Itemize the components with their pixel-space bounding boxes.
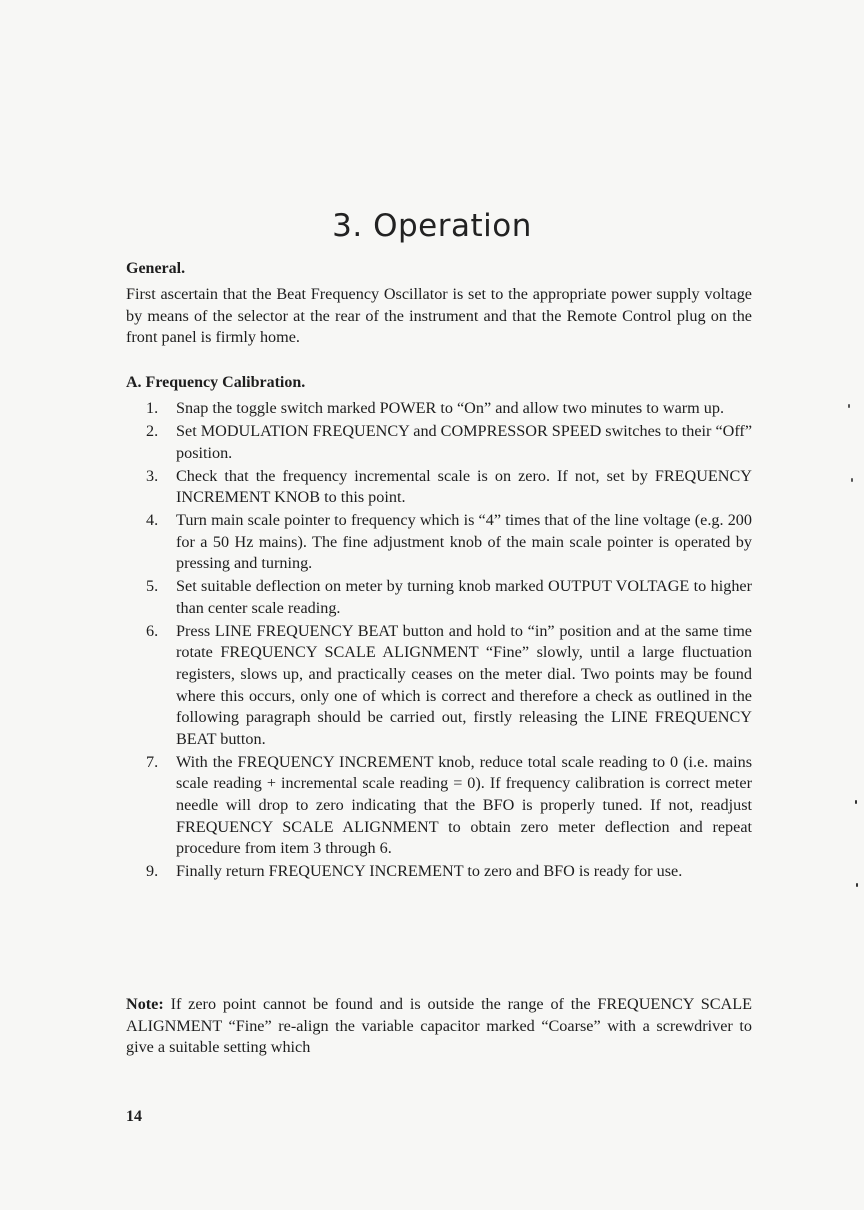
frequency-calibration-heading: A. Frequency Calibration. (126, 374, 306, 391)
calibration-step (146, 421, 752, 464)
step-number: 5. (146, 577, 159, 596)
step-number: 6. (146, 621, 159, 640)
general-paragraph: First ascertain that the Beat Frequency Oscillator is set to the appropriate power supply voltage by means of the selector at the rear of the instrument and that the Remote Control plug on the front panel is firmly home. (126, 285, 752, 347)
calibration-step (146, 752, 752, 860)
step-text: Set suitable deflection on meter by turning knob marked OUTPUT VOLTAGE to higher than center scale reading. (176, 577, 752, 617)
note-paragraph (126, 994, 752, 1059)
step-number: 4. (146, 511, 159, 530)
scan-speck (856, 883, 858, 887)
page-number: 14 (126, 1108, 142, 1125)
step-text: Press LINE FREQUENCY BEAT button and hold to “in” position and at the same time rotate FREQUENCY SCALE ALIGNMENT “Fine” slowly, until a large fluctuation registers, slows up, and practically ceases on the meter dial. Two points may be found where this occurs, only one of which is correct and therefore a check as outlined in the following paragraph should be carried out, firstly releasing the LINE FREQUENCY BEAT button. (176, 621, 752, 748)
chapter-title: 3. Operation (332, 208, 532, 244)
scan-speck (851, 478, 853, 482)
step-text: Turn main scale pointer to frequency which is “4” times that of the line voltage (e.g. 200 for a 50 Hz mains). The fine adjustment knob of the main scale pointer is operated by pressing and turning. (176, 511, 752, 573)
note-text: If zero point cannot be found and is outside the range of the FREQUENCY SCALE ALIGNMENT “Fine” re-align the variable capacitor marked “Coarse” with a screwdriver to give a suitable setting which (126, 995, 752, 1057)
step-number: 2. (146, 421, 159, 440)
calibration-steps-list (146, 398, 752, 884)
calibration-step (146, 861, 752, 883)
step-text: Set MODULATION FREQUENCY and COMPRESSOR SPEED switches to their “Off” position. (176, 421, 752, 462)
calibration-step (146, 466, 752, 509)
step-number: 1. (146, 399, 159, 417)
calibration-step (146, 398, 752, 420)
step-text: Finally return FREQUENCY INCREMENT to zero and BFO is ready for use. (176, 862, 683, 881)
calibration-step (146, 576, 752, 619)
calibration-step (146, 621, 752, 751)
step-text: Snap the toggle switch marked POWER to “On” and allow two minutes to warm up. (176, 399, 725, 417)
note-label: Note: (126, 995, 164, 1013)
step-number: 3. (146, 466, 159, 485)
general-heading: General. (126, 260, 186, 277)
step-text: With the FREQUENCY INCREMENT knob, reduce total scale reading to 0 (i.e. mains scale reading + incremental scale reading = 0). If frequency calibration is correct meter needle will drop to zero indicating that the BFO is properly tuned. If not, readjust FREQUENCY SCALE ALIGNMENT to obtain zero meter deflection and repeat procedure from item 3 through 6. (176, 752, 752, 858)
step-text: Check that the frequency incremental scale is on zero. If not, set by FREQUENCY INCREMENT KNOB to this point. (176, 466, 752, 507)
step-number: 9. (146, 862, 159, 881)
scan-speck (855, 800, 857, 804)
scan-speck (848, 404, 850, 408)
step-number: 7. (146, 752, 159, 771)
calibration-step (146, 510, 752, 575)
